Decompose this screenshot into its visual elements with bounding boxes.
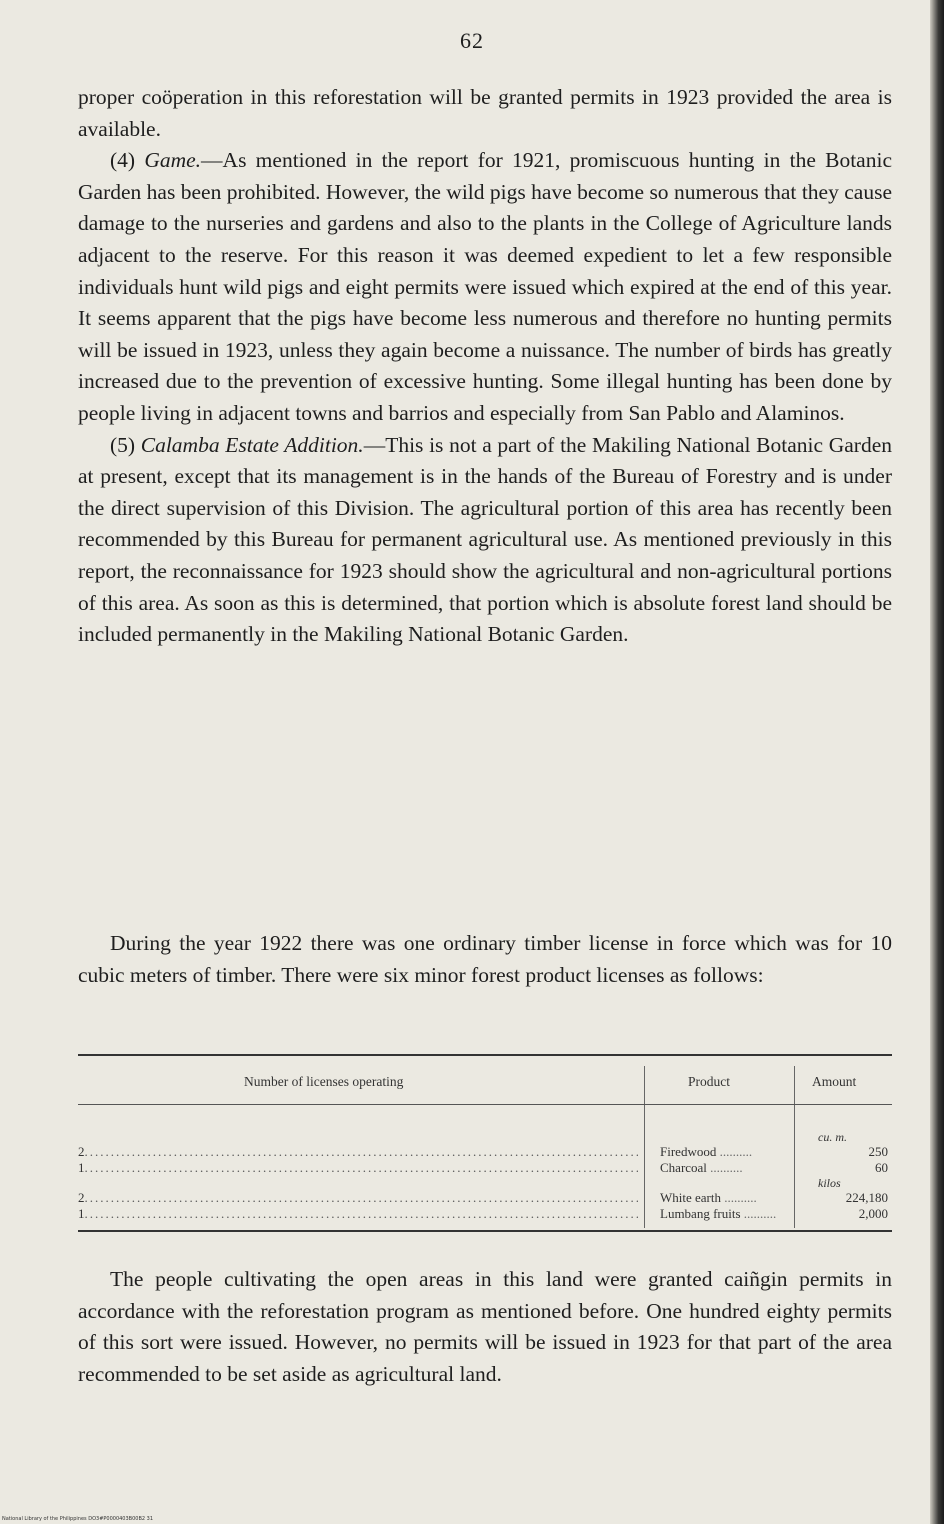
paragraph-calamba — [78, 430, 892, 651]
unit-kilos: kilos — [818, 1176, 841, 1190]
page-edge-shadow — [930, 0, 944, 1524]
paragraph-game — [78, 145, 892, 429]
unit-cubic-meters: cu. m. — [818, 1130, 847, 1144]
product-name: Firedwood ..... — [660, 1144, 792, 1160]
paragraph-text: proper coöperation in this reforestation will be granted permits in 1923 provided the area is available. — [78, 85, 892, 141]
table-row — [78, 1160, 892, 1176]
paragraph-text: —This is not a part of the Makiling National Botanic Garden at present, except that its management is in the hands of the Bureau of Forestry and is under the direct supervision of this Division. The agricultural portion of this area has recently been recommended by this Bureau for permanent agricultural use. As mentioned previously in this report, the reconnaissance for 1923 should show the agricultural and non-agricultural portions of this area. As soon as this is determined, that portion which is absolute forest land should be included permanently in the Makiling National Botanic Garden. — [78, 432, 892, 647]
paragraph-text: —As mentioned in the report for 1921, promiscuous hunting in the Botanic Garden has been prohibited. However, the wild pigs have become so numerous that they cause damage to the nurseries and gardens and also to the plants in the College of Agriculture lands adjacent to the reserve. For this reason it was deemed expedient to let a few responsible individuals hunt wild pigs and eight permits were issued which expired at the end of this year. It seems apparent that the pigs have become less numerous and therefore no hunting permits will be issued in 1923, unless they again become a nuissance. The number of birds has greatly increased due to the prevention of excessive hunting. Some illegal hunting has been done by people living in adjacent towns and barrios and especially from San Pablo and Alaminos. — [78, 148, 892, 425]
product-name: Charcoal ..... — [660, 1160, 792, 1176]
amount-value: 60 — [875, 1160, 888, 1175]
table-bottom-rule — [78, 1230, 892, 1232]
amount-value: 224,180 — [845, 1190, 888, 1205]
scan-footer: National Library of the Philippines DO3#P0000403B00B2 31 — [2, 1516, 154, 1522]
section-number: (4) — [110, 148, 145, 173]
section-number: (5) — [110, 432, 141, 457]
product-name: Lumbang fruits ..... — [660, 1206, 792, 1222]
page-number: 62 — [460, 28, 484, 53]
table-row — [78, 1144, 892, 1160]
text-block-caingin — [78, 1264, 892, 1390]
license-count: 1 ..... — [78, 1206, 638, 1222]
header-number-of-licenses: Number of licenses operating — [244, 1074, 404, 1089]
paragraph-licenses: During the year 1922 there was one ordinary timber license in force which was for 10 cubic meters of timber. There were six minor forest product licenses as follows: — [78, 931, 892, 987]
product-name: White earth ..... — [660, 1190, 792, 1206]
text-block-licenses — [78, 928, 892, 991]
header-amount: Amount — [812, 1074, 857, 1089]
license-count: 1 ..... — [78, 1160, 638, 1176]
table-row — [78, 1206, 892, 1222]
section-heading-game: Game. — [144, 148, 202, 173]
license-count: 2 ..... — [78, 1190, 638, 1206]
paragraph-reforestation — [78, 82, 892, 145]
table-header-rule — [78, 1104, 892, 1105]
amount-value: 250 — [868, 1144, 888, 1159]
license-count: 2 ..... — [78, 1144, 638, 1160]
header-product: Product — [688, 1074, 730, 1089]
table-row — [78, 1190, 892, 1206]
amount-value: 2,000 — [858, 1206, 888, 1221]
paragraph-caingin: The people cultivating the open areas in this land were granted caiñgin permits in accordance with the reforestation program as mentioned before. One hundred eighty permits of this sort were issued. However, no permits will be issued in 1923 for that part of the area recommended to be set aside as agricultural land. — [78, 1267, 892, 1386]
section-heading-calamba: Calamba Estate Addition. — [140, 432, 364, 457]
table-top-rule — [78, 1054, 892, 1056]
text-block-top — [78, 82, 892, 651]
